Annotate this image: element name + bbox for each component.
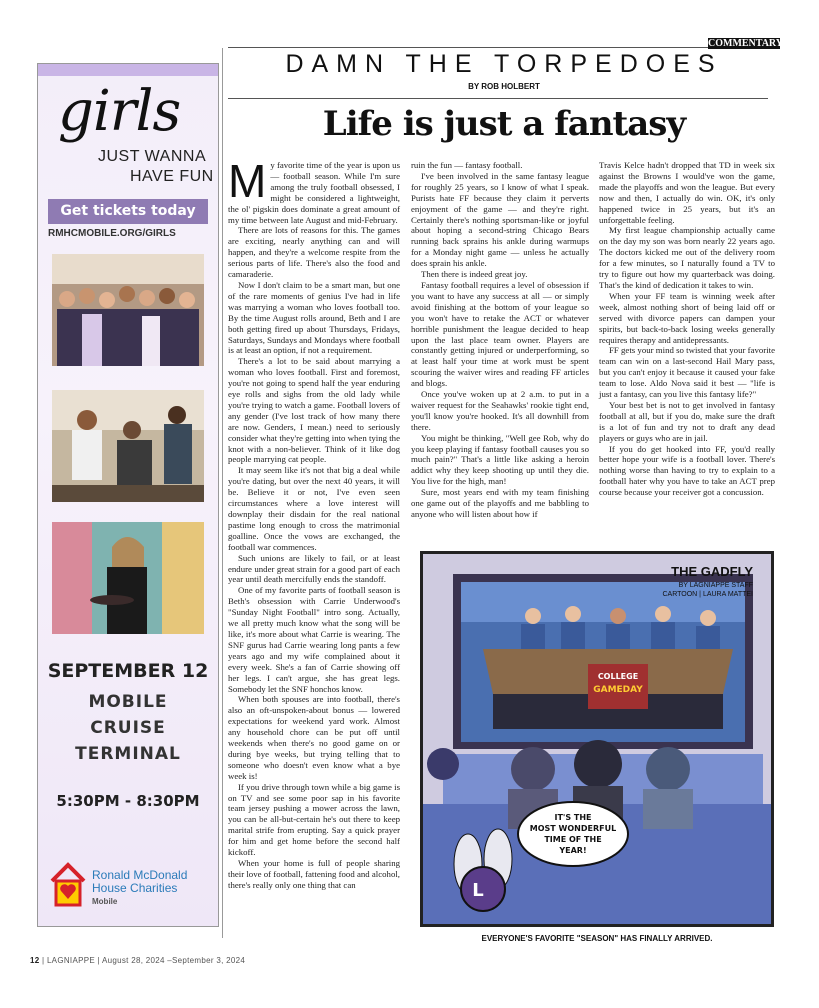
rmhc-name: Ronald McDonald House Charities	[92, 868, 188, 895]
ad-photo-group	[52, 254, 204, 366]
ad-photo-massage	[52, 390, 204, 502]
cartoon-illustration	[423, 554, 771, 924]
paragraph: My first league championship actually came on the day my son was born nearly 22 years ago. The doctors kicked me out of the delivery room for a few minutes, so I naturally found a TV to try to figure out how my quarterback was doing. That's the kind of dedication it takes to win.	[599, 225, 775, 290]
svg-text:TIME OF THE: TIME OF THE	[544, 835, 602, 844]
article-column-2	[411, 160, 589, 520]
group-photo-illustration	[52, 254, 204, 366]
paragraph: Your best bet is not to get involved in fantasy football at all, but if you do, make sure the draft is a lot of fun and try not to draft any dead players or guys who are in jail.	[599, 399, 775, 443]
cartoon-credit-1: BY LAGNIAPPE STAFF	[678, 582, 753, 589]
svg-text:IT'S THE: IT'S THE	[554, 813, 592, 822]
paragraph: Then there is indeed great joy.	[421, 269, 528, 280]
rmhc-city: Mobile	[92, 897, 118, 906]
header-rule-top	[228, 47, 780, 48]
paragraph: There are lots of reasons for this. The games are exciting, nearly anything can and will happen, and they're a welcome respite from the serious parts of life. There's also the food and camaraderie.	[228, 225, 400, 280]
paragraph: FF gets your mind so twisted that your favorite team can win on a last-second Hail Mary pass, but you can't enjoy it because it caused your fake team to lose. Aldo Nova said it best — "life is just a fantasy, can you live this fantasy life?"	[599, 345, 775, 400]
paragraph: When your FF team is winning week after week, almost nothing short of being laid off or served with divorce papers can dampen your spirits, but back-to-back losing weeks generally requires therapy and antidepressants.	[599, 290, 775, 345]
ad-top-bar	[38, 64, 218, 76]
byline: BY ROB HOLBERT	[468, 82, 540, 91]
speech-bubble	[518, 802, 628, 866]
paragraph: Now I don't claim to be a smart man, but one of the rare moments of genius I've had in life was marrying a woman who loves football too. By the time August rolls around, Beth and I are both getting fired up about Thursdays, Fridays, Saturdays, Sundays and Mondays where football is at least an option, if not a requirement.	[228, 279, 400, 356]
issue-dates: August 28, 2024 –September 3, 2024	[101, 956, 246, 965]
section-title: DAMN THE TORPEDOES	[285, 50, 723, 78]
ad-title: girls	[58, 79, 181, 144]
article-column-1	[228, 155, 400, 891]
paragraph: Such unions are likely to fail, or at least endure under great strain for a good part of each year until death mercifully ends the standoff.	[228, 552, 400, 585]
svg-text:L: L	[472, 880, 484, 901]
commentary-tag: COMMENTARY	[708, 38, 784, 49]
cartoon-caption: EVERYONE'S FAVORITE "SEASON" HAS FINALLY ARRIVED.	[481, 934, 713, 943]
woman-photo-illustration	[52, 522, 204, 634]
cartoon-title: THE GADFLY	[671, 564, 753, 579]
paragraph: ruin the fun — fantasy football.	[411, 160, 523, 170]
ad-tagline-1: JUST WANNA	[98, 148, 207, 165]
massage-photo-illustration	[52, 390, 204, 502]
paragraph: It may seem like it's not that big a deal while you're dating, but over the next 40 years, it will be. Believe it or not, I've even seen circumstances where a love interest will downplay their disdain for the real national pastime long enough to cross the matrimonial goalline. Once the vows are exchanged, the football war commences.	[228, 465, 400, 552]
drop-cap: M	[228, 155, 267, 207]
paragraph: If you do get hooked into FF, you'd really better hope your wife is a football lover. There's nothing worse than having to try to explain to a football hater why you have to take an ACT prep course because your receiver got a concussion.	[599, 443, 775, 498]
publication-name: LAGNIAPPE	[46, 956, 95, 965]
rmhc-logo	[48, 859, 213, 914]
ad-venue-line-1: MOBILE	[88, 692, 168, 712]
paragraph: I've been involved in the same fantasy league for roughly 25 years, so I know of what I speak. Purists hate FF because they claim it perverts enjoyment of the game — and they're right. Certainly there's nothing sportsman-like or joyful about hoping a second-string Chicago Bears running back sprains his ankle during warmups for a Monday night game — unless he actually does sprain his ankle.	[411, 170, 589, 269]
svg-text:YEAR!: YEAR!	[559, 846, 587, 855]
sign-text-2: GAMEDAY	[593, 685, 643, 695]
cartoon-credit-2: CARTOON | LAURA MATTEI	[662, 591, 753, 598]
ad-venue-line-2: CRUISE	[90, 718, 166, 738]
header-rule-bottom	[228, 98, 768, 99]
paragraph: Fantasy football requires a level of obsession if you want to have any success at all — or simply avoid finishing at the bottom of your league so you won't have to retake the ACT or whatever horrible punishment the league decided to heap upon the last place team owner. Players are constantly getting injured or underperforming, so at least half your time at work must be spent scouring the waiver wires and reading FF articles and blogs.	[411, 279, 589, 389]
paragraph: Once you've woken up at 2 a.m. to put in a waiver request for the Seahawks' rookie tight end, you'll know you're hooked. It's all downhill from there.	[411, 389, 589, 432]
ad-tagline-2: HAVE FUN	[130, 168, 214, 185]
get-tickets-button[interactable]: Get tickets today	[48, 199, 208, 224]
paragraph: When your home is full of people sharing their love of football, fattening food and alcohol, there's really only one thing that can	[228, 858, 400, 890]
ad-time: 5:30PM - 8:30PM	[56, 792, 200, 810]
sign-text-1: COLLEGE	[597, 672, 639, 681]
svg-text:MOST WONDERFUL: MOST WONDERFUL	[529, 824, 617, 833]
paragraph: You might be thinking, "Well gee Rob, why do you keep playing if fantasy football causes you so much pain?" That's a little like asking a heroin addict why they keep shooting up until they die. You live for the high, man!	[411, 432, 589, 487]
paragraph: When both spouses are into football, there's also an oft-unspoken-about bonus — lowered expectations for weekend yard work. Almost any household chore can be put off until weekends when there's no good game on or during bye weeks, but trying telling that to someone who doesn't even know what a bye week is!	[228, 694, 400, 781]
paragraph: My favorite time of the year is upon us — football season. While I'm sure among the truly football obsessed, I might be considered a lightweight, the ol' pigskin does dominate a great amount of my time between late August and mid-February.	[228, 155, 400, 225]
paragraph: Sure, most years end with my team finishing one game out of the playoffs and me babbling to anyone who will listen about how if	[411, 487, 589, 519]
ad-date: SEPTEMBER 12	[47, 660, 209, 682]
paragraph: There's a lot to be said about marrying a woman who loves football. First and foremost, you're not going to spend half the year enduring eye rolls and sighs from the old lady while you're trying to watch a game. Football lovers of any gender (I've lost track of how many there are now. Genders, I mean.) need to seriously consider what they're getting into when tying the knot with a non-believer. Think of it like dog people marrying cat people.	[228, 356, 400, 465]
page-number: 12	[30, 956, 40, 965]
headline: Life is just a fantasy	[322, 104, 686, 144]
ad-url-link[interactable]: RMHCMOBILE.ORG/GIRLS	[48, 228, 176, 239]
paragraph: Travis Kelce hadn't dropped that TD in week six against the Browns I would've won the game, made the playoffs and won the league. But every now and then, I actually do win. OK, it's only happened twice in 25 years, but it's an unforgettable feeling.	[599, 160, 775, 225]
article-column-3	[599, 160, 775, 498]
house-heart-icon	[48, 859, 88, 909]
page-footer: 12 | LAGNIAPPE | August 28, 2024 –September 3, 2024	[30, 956, 246, 965]
rmhc-advertisement[interactable]	[37, 63, 219, 927]
column-divider	[222, 48, 223, 938]
gadfly-cartoon	[420, 551, 774, 927]
paragraph: One of my favorite parts of football season is Beth's obsession with Carrie Underwood's "Sunday Night Football" intro song. Actually, we all pretty much know what the song will be like, it's more about what Carrie is wearing. The SNF gurus had Carrie wearing long pants a few years ago and my wife complained about it every week. She's a fan of Carrie showing off her legs. I can't argue, she has great legs. Somebody let the SNF honchos know.	[228, 585, 400, 694]
paragraph: If you drive through town while a big game is on TV and see some poor sap in his favorite team jersey pushing a mower across the lawn, you can be all-but-certain he's out there to keep marital strife from erupting. Say a quick prayer for him and get home before the second half kickoff.	[228, 781, 400, 858]
ad-photo-woman	[52, 522, 204, 634]
ad-venue-line-3: TERMINAL	[75, 744, 181, 764]
